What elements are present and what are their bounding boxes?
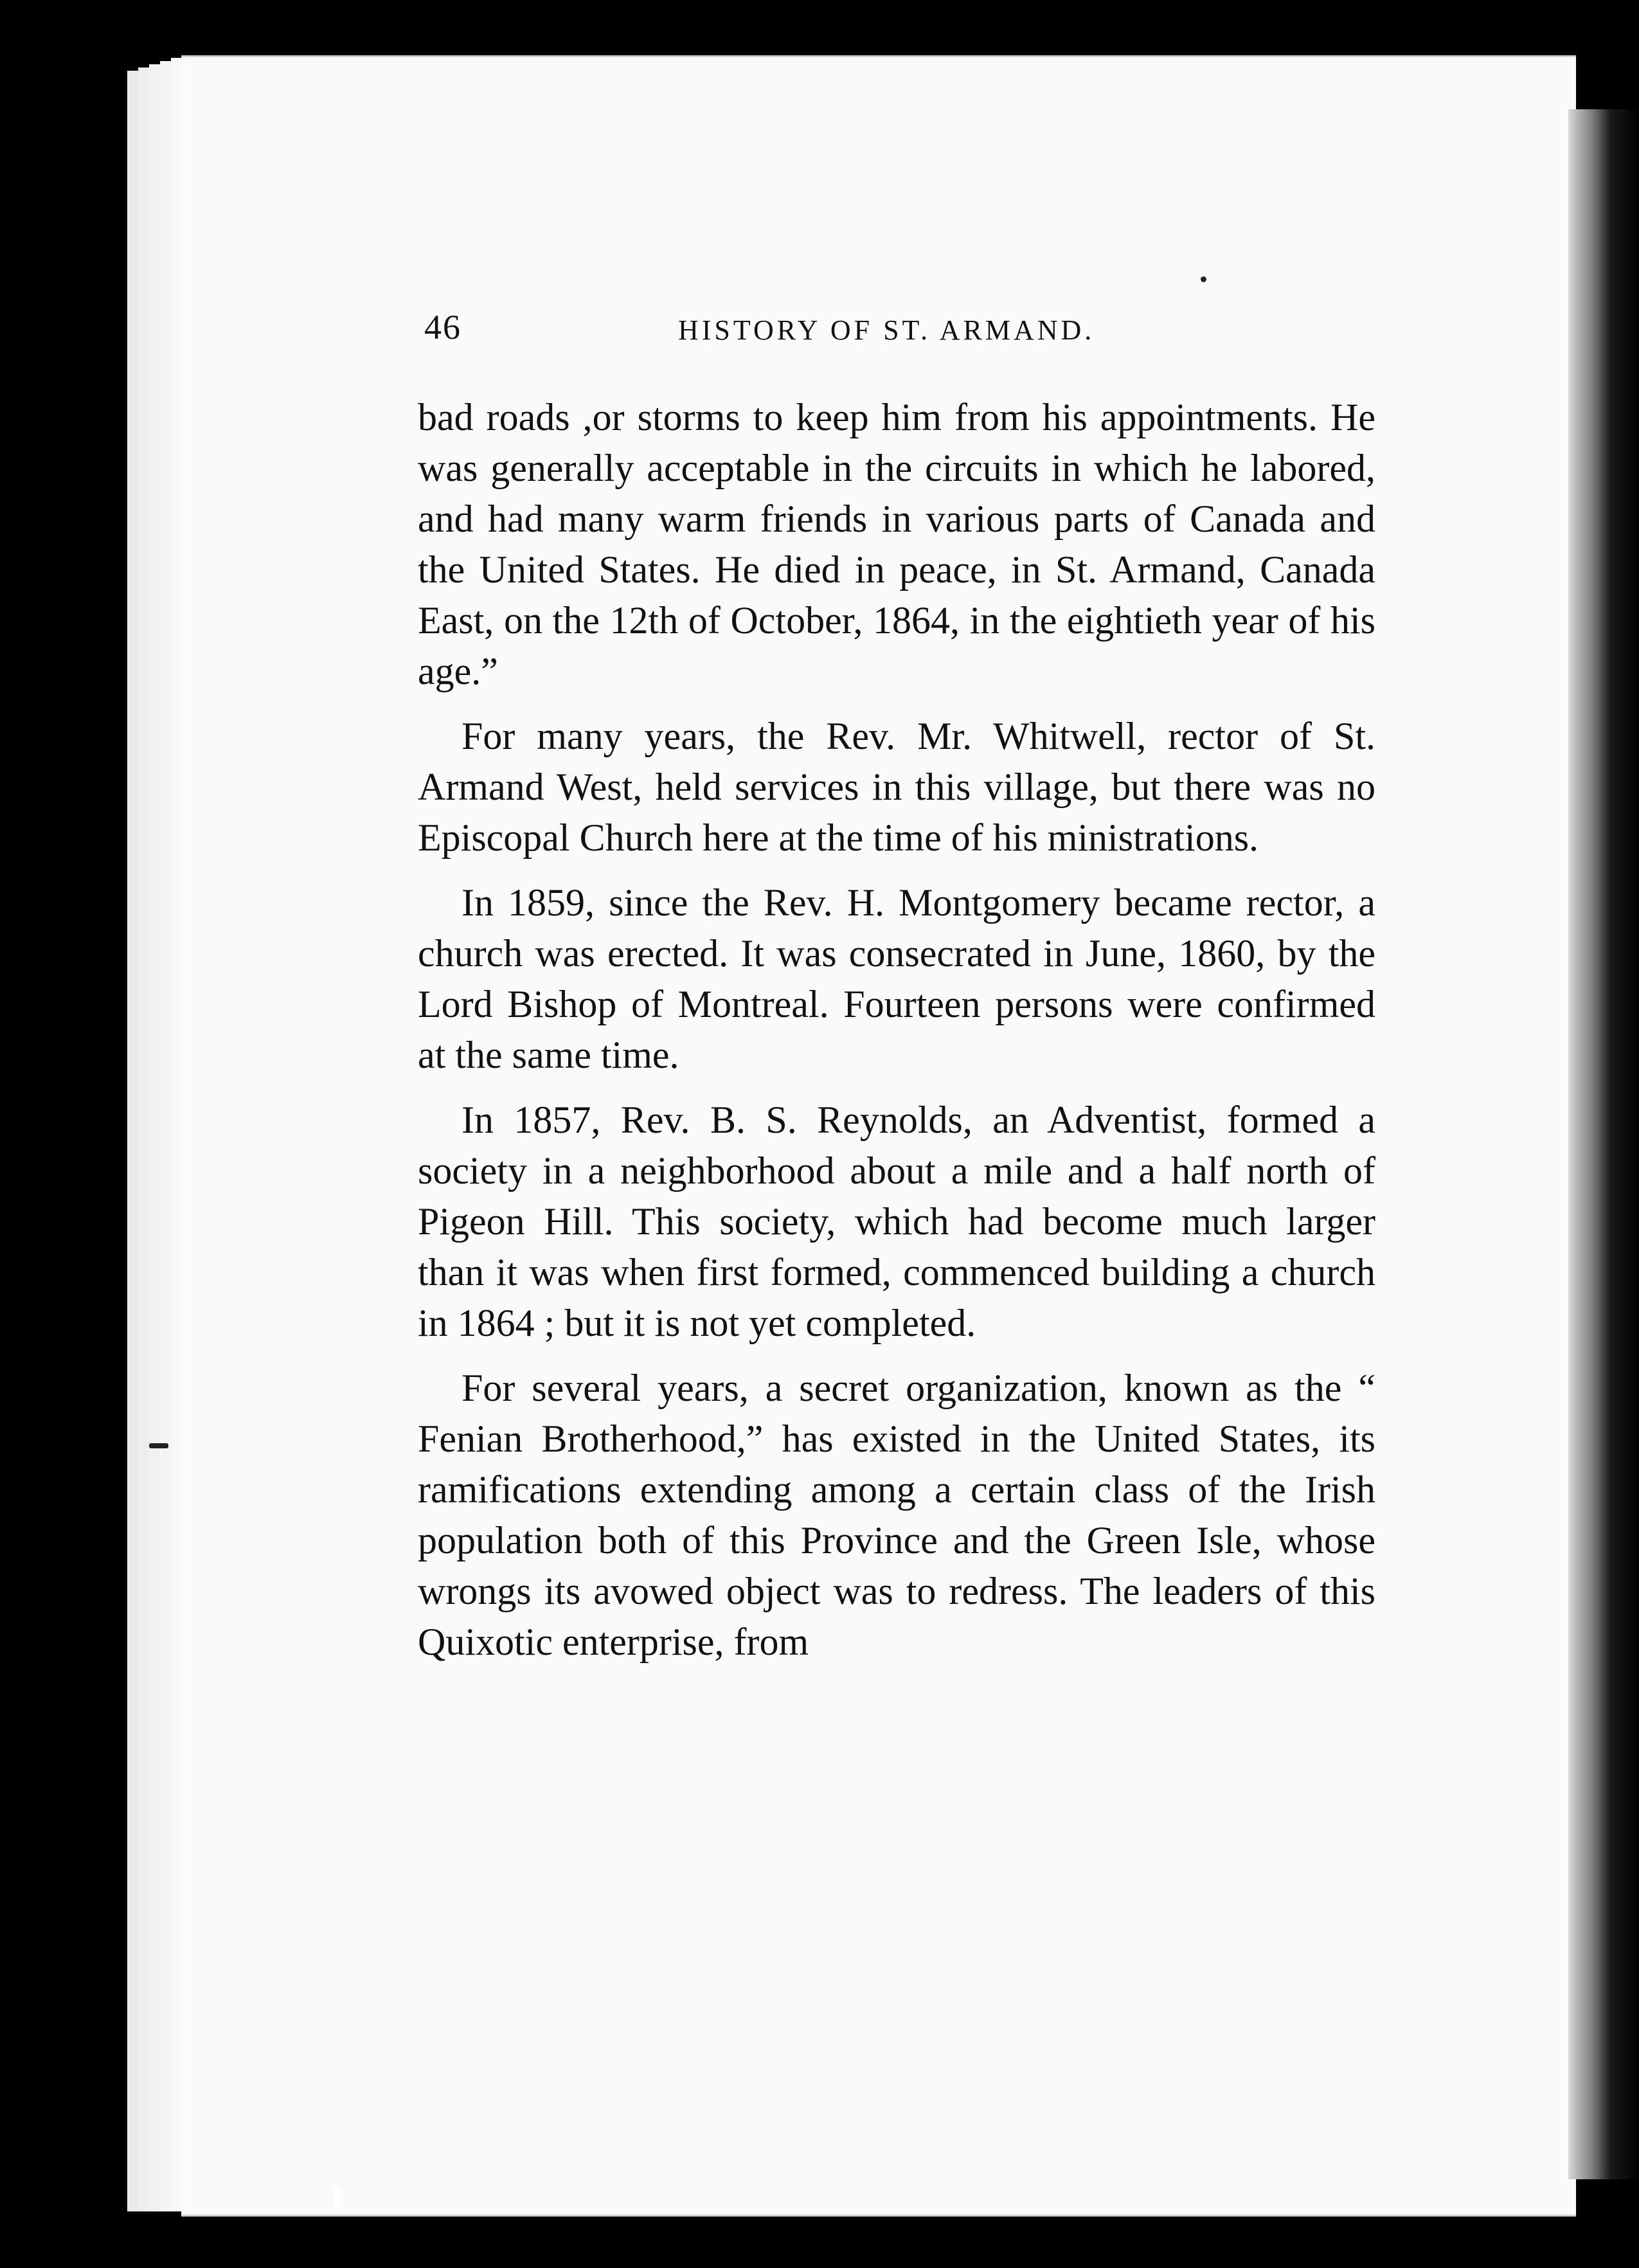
- running-head: HISTORY OF ST. ARMAND.: [678, 314, 1095, 346]
- scan-speck: [1201, 276, 1206, 282]
- paragraph-fenian: For several years, a secret organization, known as the “ Fenian Brotherhood,” has existed in the United States, its ramifications extending among a certain class of the Irish population both of this Province and the Green Isle, whose wrongs its avowed object was to redress. The leaders of this Quixotic enterprise, from: [418, 1367, 1375, 1663]
- paragraph-whitwell: For many years, the Rev. Mr. Whitwell, rector of St. Armand West, held services in this village, but there was no Episcopal Church here at the time of his ministrations.: [418, 715, 1375, 859]
- body-text: [418, 392, 1375, 1682]
- scan-speck: [149, 1443, 168, 1448]
- page-header: [424, 307, 1517, 359]
- binding-shadow: [1568, 109, 1639, 2179]
- scan-speck: [334, 2186, 341, 2210]
- paragraph-montgomery: In 1859, since the Rev. H. Montgomery became rector, a church was erected. It was consecrated in June, 1860, by the Lord Bishop of Montreal. Fourteen persons were confirmed at the same time.: [418, 881, 1375, 1076]
- page-number: 46: [424, 308, 461, 346]
- paragraph-continuation: bad roads ,or storms to keep him from his appointments. He was generally acceptable in the circuits in which he labored, and had many warm friends in various parts of Canada and the United States. He died in peace, in St. Armand, Canada East, on the 12th of October, 1864, in the eightieth year of his age.”: [418, 396, 1375, 692]
- paragraph-reynolds: In 1857, Rev. B. S. Reynolds, an Adventist, formed a society in a neighborhood about a mile and a half north of Pigeon Hill. This society, which had become much larger than it was when first formed, commenced building a church in 1864 ; but it is not yet completed.: [418, 1099, 1375, 1344]
